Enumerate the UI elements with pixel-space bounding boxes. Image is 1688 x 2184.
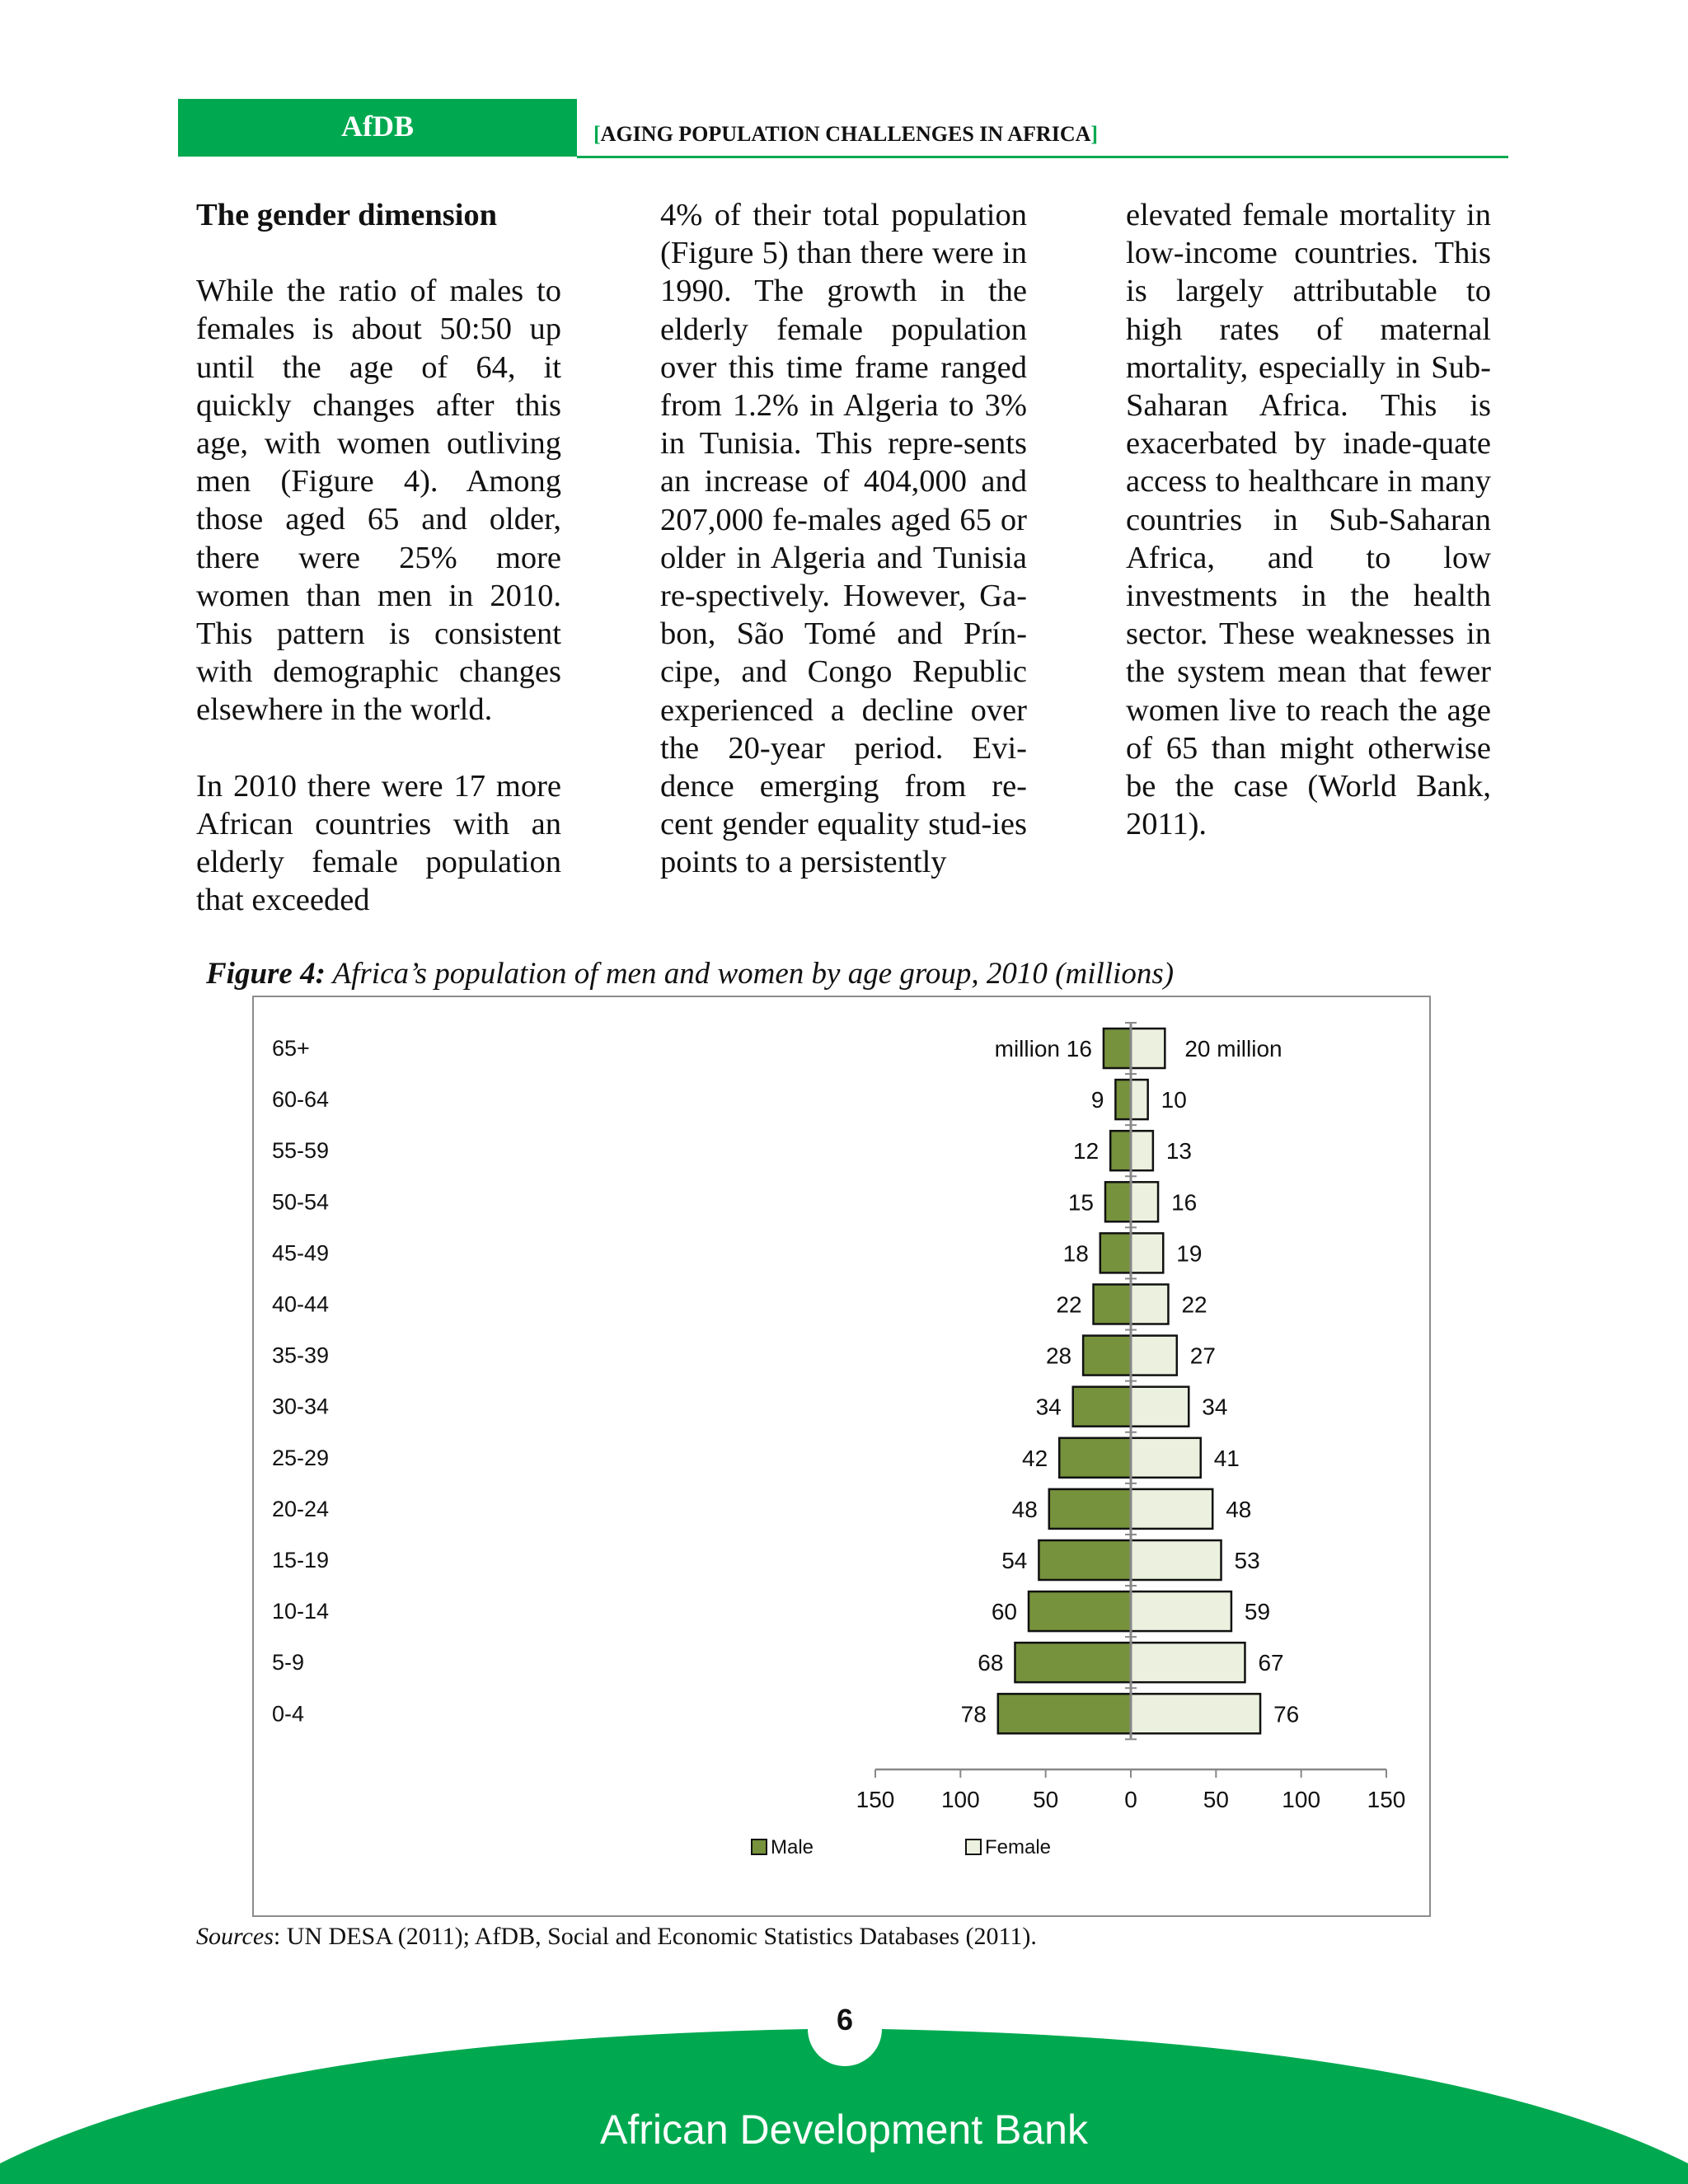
data-label-female: 67	[1258, 1650, 1284, 1676]
category-label: 50-54	[272, 1189, 330, 1215]
data-label-female: 22	[1181, 1291, 1207, 1318]
x-tick-label: 150	[1367, 1787, 1406, 1812]
footer-bank-name: African Development Bank	[600, 2107, 1088, 2153]
category-label: 60-64	[272, 1087, 330, 1113]
x-tick-label: 50	[1033, 1787, 1059, 1812]
data-label-male: 18	[1062, 1240, 1089, 1267]
data-label-female: 19	[1176, 1240, 1203, 1267]
x-tick-label: 100	[1282, 1787, 1321, 1812]
category-label: 65+	[272, 1036, 310, 1061]
figure-label: Figure 4:	[206, 957, 326, 991]
data-label-male: 78	[960, 1701, 987, 1727]
legend-label-female: Female	[985, 1836, 1052, 1858]
category-label: 55-59	[272, 1138, 330, 1164]
data-label-female: 76	[1273, 1701, 1300, 1727]
data-label-female: 34	[1202, 1394, 1228, 1420]
category-label: 30-34	[272, 1394, 330, 1419]
data-label-female: 48	[1226, 1496, 1252, 1522]
data-label-male: 48	[1011, 1496, 1038, 1522]
data-label-male: 9	[1090, 1087, 1104, 1113]
category-label: 5-9	[272, 1650, 305, 1675]
sources-label: Sources	[196, 1923, 274, 1950]
data-label-male: 12	[1073, 1138, 1100, 1165]
category-label: 25-29	[272, 1445, 330, 1470]
header-brand: AfDB	[341, 110, 414, 143]
sources-text: : UN DESA (2011); AfDB, Social and Economic Statistics Databases (2011).	[273, 1923, 1037, 1950]
data-label-male: 15	[1067, 1189, 1094, 1216]
x-tick-label: 150	[856, 1787, 895, 1812]
x-tick-label: 0	[1124, 1787, 1137, 1812]
header-title: [AGING POPULATION CHALLENGES IN AFRICA]	[593, 122, 1099, 146]
data-label-female: 27	[1189, 1343, 1216, 1369]
data-label-female: 59	[1244, 1599, 1271, 1625]
category-label: 10-14	[272, 1599, 330, 1624]
data-label-male: 28	[1045, 1343, 1072, 1369]
paragraph: While the ratio of males to females is about 50:50 up until the age of 64, it quickly changes after this age, with women outliving men (Figure 4). Among those aged 65 and older, there were 25% more women than men in 2010. This pattern is consistent with demographic changes elsewhere in the world.	[196, 274, 561, 728]
data-label-female: 10	[1160, 1087, 1187, 1113]
data-label-male: 22	[1056, 1291, 1082, 1318]
category-label: 15-19	[272, 1548, 330, 1572]
category-label: 35-39	[272, 1343, 330, 1368]
category-label: 45-49	[272, 1240, 330, 1266]
data-label-female: 53	[1234, 1548, 1260, 1573]
legend-label-male: Male	[771, 1836, 814, 1858]
data-label-female: 16	[1171, 1189, 1198, 1216]
header-title-text: AGING POPULATION CHALLENGES IN AFRICA	[600, 122, 1091, 146]
x-tick-label: 50	[1203, 1787, 1229, 1812]
data-label-female: 20 million	[1184, 1036, 1282, 1062]
x-tick-label: 100	[940, 1787, 980, 1812]
data-label-male: 42	[1022, 1445, 1048, 1471]
data-label-male: million 16	[994, 1036, 1092, 1062]
data-label-male: 34	[1035, 1394, 1062, 1420]
category-label: 40-44	[272, 1291, 330, 1317]
data-label-female: 41	[1213, 1445, 1240, 1471]
paragraph: elevated female mortality in low-income countries. This is largely attributable to high rates of maternal mortality, especially in Sub-Saharan Africa. This is exacerbated by inade-quate access to healthcare in many countries in Sub-Saharan Africa, and to low investments in the health sector. These weaknesses in the system mean that fewer women live to reach the age of 65 than might otherwise be the case (World Bank, 2011).	[1126, 198, 1491, 842]
category-label: 20-24	[272, 1496, 330, 1521]
page-number: 6	[836, 2003, 854, 2036]
category-label: 0-4	[272, 1701, 305, 1727]
data-label-male: 60	[991, 1599, 1017, 1625]
figure-caption-text: Africa’s population of men and women by age group, 2010 (millions)	[332, 957, 1175, 991]
data-label-male: 68	[978, 1650, 1004, 1676]
data-label-female: 13	[1165, 1138, 1193, 1165]
data-label-male: 54	[1001, 1548, 1028, 1573]
paragraph: In 2010 there were 17 more African countries with an elderly female population that exceeded	[196, 768, 561, 918]
paragraph: 4% of their total population (Figure 5) than there were in 1990. The growth in the elderly female population over this time frame ranged from 1.2% in Algeria to 3% in Tunisia. This repre-sents an increase of 404,000 and 207,000 fe-males aged 65 or older in Algeria and Tunisia re-spectively. However, Ga-bon, São Tomé and Prín-cipe, and Congo Republic experienced a decline over the 20-year period. Evi-dence emerging from re-cent gender equality stud-ies points to a persistently	[660, 198, 1027, 880]
section-heading: The gender dimension	[196, 198, 498, 232]
